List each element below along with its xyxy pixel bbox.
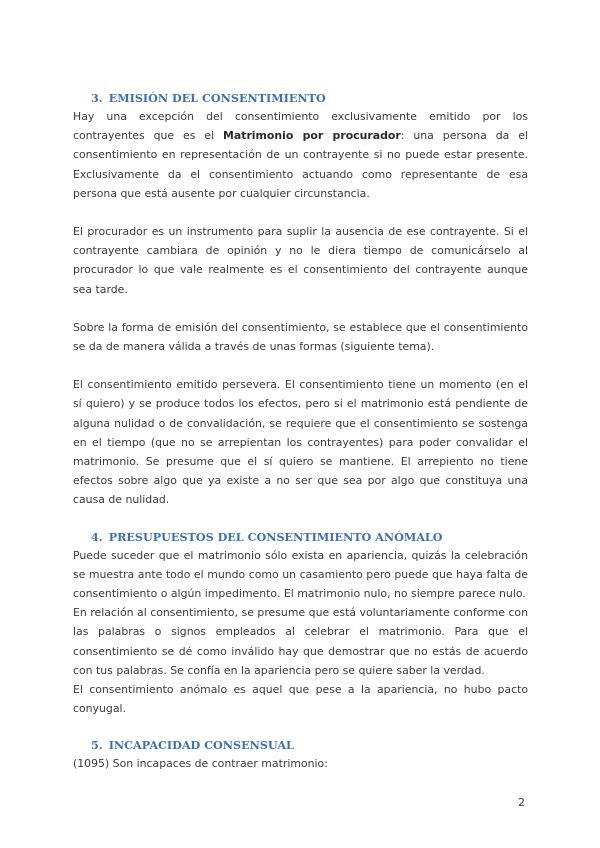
paragraph: El consentimiento anómalo es aquel que pese a la apariencia, no hubo pacto conyugal. xyxy=(73,683,528,716)
section-heading-3: 3. EMISIÓN DEL CONSENTIMIENTO xyxy=(91,91,326,105)
paragraph: Sobre la forma de emisión del consentimiento, se establece que el consentimiento se da de manera válida a través de unas formas (siguiente tema). xyxy=(73,320,528,354)
document-body xyxy=(73,90,528,774)
paragraph: El procurador es un instrumento para suplir la ausencia de ese contrayente. Si el contrayente cambiara de opinión y no le diera tiempo de comunicárselo al procurador lo que vale realmente es el consentimiento del contrayente aunque sea tarde. xyxy=(73,225,528,296)
section-heading-5: 5. INCAPACIDAD CONSENSUAL xyxy=(91,738,294,753)
paragraph: Puede suceder que el matrimonio sólo exista en apariencia, quizás la celebración se muestra ante todo el mundo como un casamiento pero puede que haya falta de consentimiento o algún impedimento. El matrimonio nulo, no siempre parece nulo. xyxy=(73,548,528,601)
paragraph: Hay una excepción del consentimiento exclusivamente emitido por los contrayentes que es el Matrimonio por procurador: una persona da el consentimiento en representación de un contrayente si no puede estar presente. Exclusivamente da el consentimiento actuando como representante de esa persona que está ausente por cualquier circunstancia. xyxy=(73,110,528,200)
section-heading-4: 4. PRESUPUESTOS DEL CONSENTIMIENTO ANÓMALO xyxy=(91,529,443,544)
bold-term: Matrimonio por procurador xyxy=(223,129,401,143)
paragraph: El consentimiento emitido persevera. El consentimiento tiene un momento (en el sí quiero) y se produce todos los efectos, pero si el matrimonio está pendiente de alguna nulidad o de convalidación, se requiere que el consentimiento se sostenga en el tiempo (que no se arrepientan los contrayentes) para poder convalidar el matrimonio. Se presume que el sí quiero se mantiene. El arrepiento no tiene efectos sobre algo que ya existe a no ser que sea por algo que constituya una causa de nulidad. xyxy=(73,378,528,507)
page-number: 2 xyxy=(518,796,525,809)
paragraph: (1095) Son incapaces de contraer matrimonio: xyxy=(73,757,328,771)
paragraph: En relación al consentimiento, se presume que está voluntariamente conforme con las palabras o signos empleados al celebrar el matrimonio. Para que el consentimiento se dé como inválido hay que demostrar que no estás de acuerdo con tus palabras. Se confía en la apariencia pero se quiere saber la verdad. xyxy=(73,606,528,677)
